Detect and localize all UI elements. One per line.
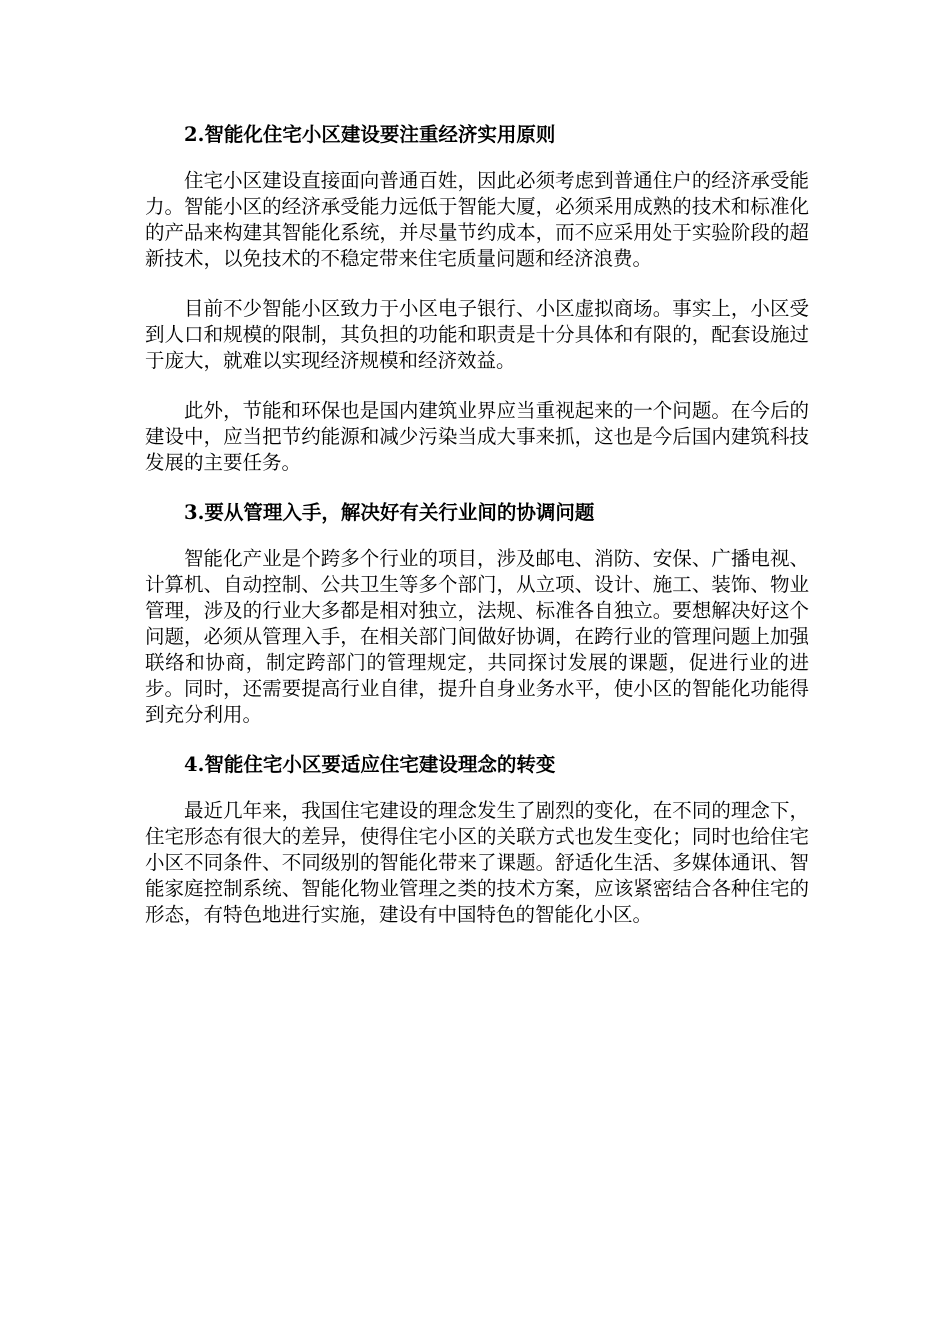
section-heading-industry-coordination: 3.要从管理入手，解决好有关行业间的协调问题 <box>184 501 595 524</box>
paragraph-affordability: 住宅小区建设直接面向普通百姓，因此必须考虑到普通住户的经济承受能力。智能小区的经济承受能力远低于智能大厦，必须采用成熟的技术和标准化的产品来构建其智能化系统，并尽量节约成本，而不应采用处于实验阶段的超新技术，以免技术的不稳定带来住宅质量问题和经济浪费。 <box>145 169 809 270</box>
paragraph-community-scale: 目前不少智能小区致力于小区电子银行、小区虚拟商场。事实上，小区受到人口和规模的限制，其负担的功能和职责是十分具体和有限的，配套设施过于庞大，就难以实现经济规模和经济效益。 <box>145 297 809 372</box>
document-body <box>145 122 809 952</box>
section-heading-economic-principle: 2.智能化住宅小区建设要注重经济实用原则 <box>184 123 556 146</box>
paragraph-cross-industry: 智能化产业是个跨多个行业的项目，涉及邮电、消防、安保、广播电视、计算机、自动控制、公共卫生等多个部门，从立项、设计、施工、装饰、物业管理，涉及的行业大多都是相对独立，法规、标准各自独立。要想解决好这个问题，必须从管理入手，在相关部门间做好协调，在跨行业的管理问题上加强联络和协商，制定跨部门的管理规定，共同探讨发展的课题，促进行业的进步。同时，还需要提高行业自律，提升自身业务水平，使小区的智能化功能得到充分利用。 <box>145 547 809 726</box>
paragraph-housing-concept: 最近几年来，我国住宅建设的理念发生了剧烈的变化，在不同的理念下，住宅形态有很大的差异，使得住宅小区的关联方式也发生变化；同时也给住宅小区不同条件、不同级别的智能化带来了课题。舒适化生活、多媒体通讯、智能家庭控制系统、智能化物业管理之类的技术方案，应该紧密结合各种住宅的形态，有特色地进行实施，建设有中国特色的智能化小区。 <box>145 799 809 926</box>
paragraph-energy-environment: 此外，节能和环保也是国内建筑业界应当重视起来的一个问题。在今后的建设中，应当把节约能源和减少污染当成大事来抓，这也是今后国内建筑科技发展的主要任务。 <box>145 399 809 474</box>
section-heading-concept-change: 4.智能住宅小区要适应住宅建设理念的转变 <box>184 753 556 776</box>
